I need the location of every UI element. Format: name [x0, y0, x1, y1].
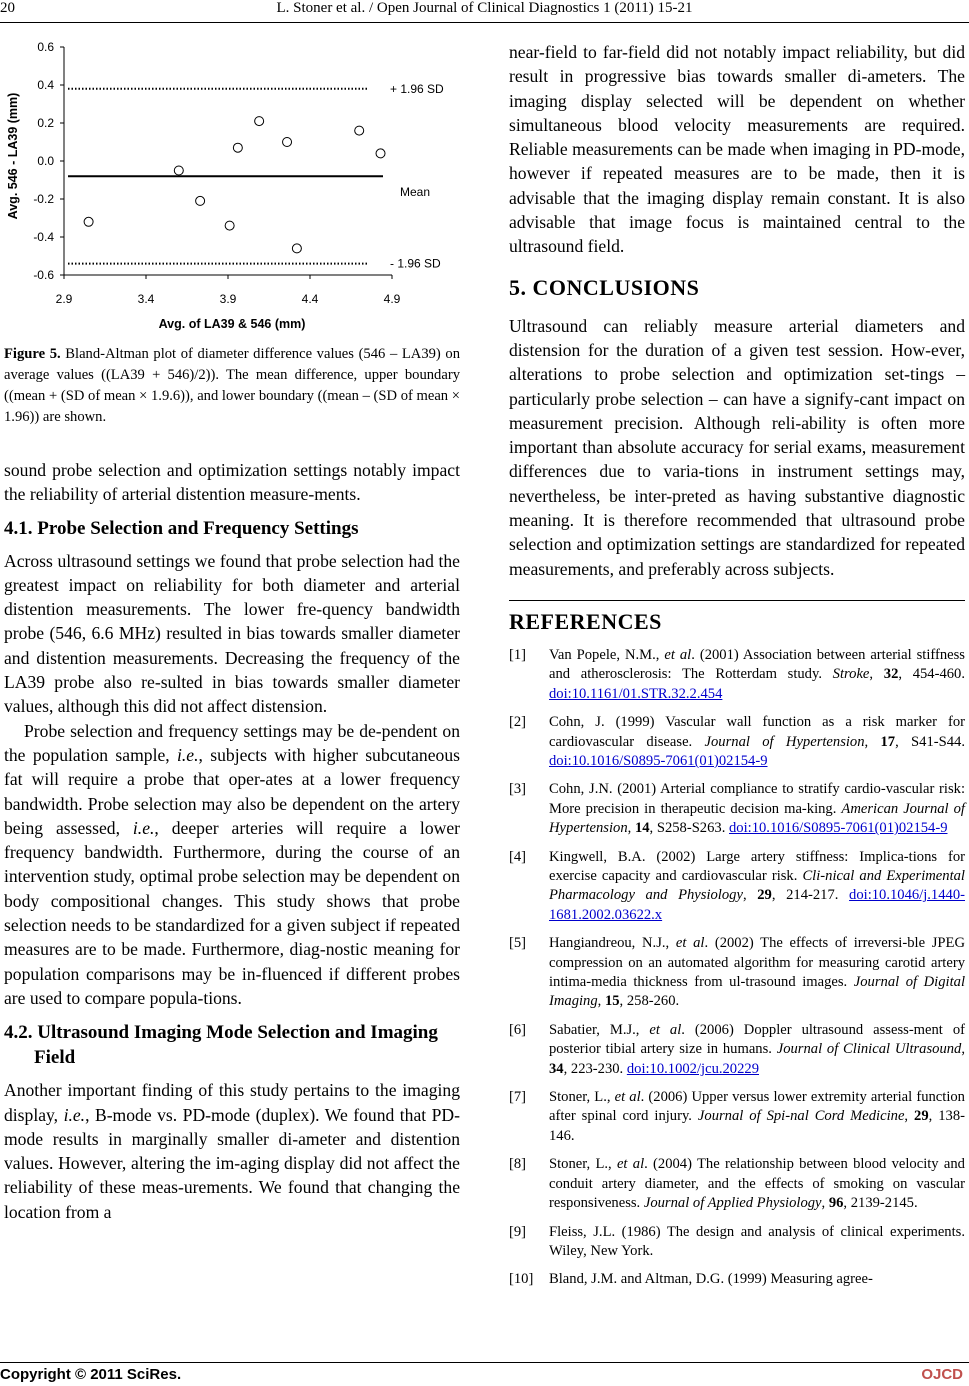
reference-number: [10]	[509, 1271, 534, 1288]
data-point	[233, 143, 242, 152]
reference-item	[509, 934, 965, 1012]
reference-text: ,	[864, 733, 881, 750]
data-point	[84, 217, 93, 226]
text-run-italic: i.e.	[63, 1104, 86, 1125]
reference-text: Bland, J.M. and Altman, D.G. (1999) Measuring agree-	[549, 1271, 873, 1288]
text-run: , deeper arteries will require a lower frequency bandwidth. Furthermore, during the course of an intervention study, optimal probe selection may be dependent on body compositional changes. This study shows that probe selection needs to be standardized for a given subject if repeated measures are to be made. Furthermore, diag-nostic meaning for population comparisons may be in-fluenced if different probes are used to compare popula-tions.	[4, 817, 460, 1008]
footer-journal-abbrev: OJCD	[921, 1366, 963, 1383]
reference-text-bold: 29	[757, 887, 772, 904]
text-run-italic: i.e.	[177, 744, 199, 765]
figure-caption	[4, 344, 460, 428]
doi-link[interactable]: doi:10.1016/S0895-7061(01)02154-9	[549, 752, 768, 769]
y-tick-label: -0.4	[33, 230, 54, 244]
reference-text: ,	[821, 1195, 829, 1212]
reference-text-bold: 14	[634, 820, 650, 837]
reference-text-italic: et al	[614, 1089, 641, 1106]
y-tick-label: 0.4	[37, 78, 54, 92]
y-tick-label: 0.2	[37, 116, 54, 130]
references-title: REFERENCES	[509, 608, 662, 634]
text-run: Another important finding of this study pertains to the imaging display,	[4, 1080, 460, 1125]
reference-text: Stoner, L.,	[549, 1156, 617, 1173]
reference-item	[509, 713, 965, 771]
reference-text-italic: American Journal of Hypertension	[549, 800, 965, 837]
reference-text-italic: et al	[616, 1156, 645, 1173]
right-column	[509, 40, 965, 1299]
reference-item	[509, 1021, 965, 1079]
reference-item	[509, 646, 965, 704]
reference-text: . (2004) The relationship between blood velocity and conduit artery diameter, and the effects of smoking on vascular responsiveness.	[549, 1156, 965, 1212]
reference-number: [3]	[509, 781, 527, 798]
reference-text: ,	[869, 666, 884, 683]
doi-link[interactable]: doi:10.1046/j.1440-1681.2002.03622.x	[549, 887, 965, 923]
text-run: Probe selection and frequency settings may be de-pendent on the population sample,	[4, 720, 460, 765]
reference-text: , 454-460.	[898, 666, 965, 683]
doi-link[interactable]: doi:10.1002/jcu.20229	[626, 1060, 759, 1077]
x-tick-label: 2.9	[55, 292, 73, 306]
text-run: , B-mode vs. PD-mode (duplex). We found that PD-mode results in marginally smaller di-ameter and distention values. However, altering the im-aging display did not affect the reliability of these meas-urements. We found that changing the location from a	[4, 1104, 460, 1222]
reference-text: Cohn, J.N. (2001) Arterial compliance to stratify cardio-vascular risk: More precision in therapeutic decision ma-king.	[549, 781, 965, 817]
x-tick-label: 4.4	[301, 292, 319, 306]
figure-5	[0, 30, 470, 338]
figure-caption-text: Bland-Altman plot of diameter difference values (546 – LA39) on average values ((LA39 + 546)/2)). The mean difference, upper boundary ((mean + (SD of mean × 1.9.6)), and lower boundary ((mean – (SD of mean × 1.96)) are shown.	[4, 346, 460, 425]
reference-text: , 258-260.	[619, 993, 680, 1010]
reference-text: Sabatier, M.J.,	[549, 1021, 650, 1038]
paragraph-5: Ultrasound can reliably measure arterial diameters and distension for the duration of a given test session. How-ever, alterations to probe selection and optimization set-tings – particularly probe selection – can have a signify-cant impact on measurement precision. Although reli-ability is often more important than absolute accuracy for serial exams, measurement differences due to varia-tions in instrument settings may, nevertheless, be inter-preted as having substantive diagnostic meaning. It is therefore recommended that ultrasound probe selection and optimization settings are standardized for repeated measurements, and preferably across subjects.	[509, 315, 965, 579]
reference-text: , S41-S44.	[895, 733, 965, 750]
reference-number: [7]	[509, 1089, 527, 1106]
reference-number: [4]	[509, 848, 527, 865]
reference-text: . (2006) Upper versus lower extremity arterial function after spinal cord injury.	[549, 1089, 965, 1125]
data-point	[174, 166, 183, 175]
section-4-2-title: 4.2. Ultrasound Imaging Mode Selection and Imaging Field	[4, 1022, 438, 1069]
reference-text: . (2001) Association between arterial stiffness and atherosclerosis: The Rotterdam study.	[549, 646, 965, 683]
reference-text: Van Popele, N.M.,	[549, 646, 665, 663]
footer-rule	[0, 1362, 969, 1363]
reference-text: Cohn, J. (1999) Vascular wall function as a risk marker for cardiovascular disease.	[549, 714, 965, 750]
figure-caption-block	[4, 344, 460, 428]
reference-text-italic: et al	[664, 646, 692, 663]
reference-item	[509, 1155, 965, 1213]
footer-copyright: Copyright © 2011 SciRes.	[0, 1366, 182, 1383]
figure-label: Figure 5.	[4, 346, 61, 362]
reference-text-italic: Stroke	[832, 666, 870, 683]
text-run: , subjects with higher subcutaneous fat will require a probe that oper-ates at a lower frequency bandwidth. Probe selection may also be dependent on the artery being assessed,	[4, 744, 460, 838]
header-rule	[0, 22, 969, 23]
data-point	[255, 117, 264, 126]
reference-text-italic: Journal of Digital Imaging	[549, 974, 965, 1010]
x-axis-label: Avg. of LA39 & 546 (mm)	[158, 317, 306, 331]
reference-item	[509, 1088, 965, 1146]
data-point	[376, 149, 385, 158]
data-point	[283, 138, 292, 147]
reference-text-italic: et al	[649, 1021, 682, 1038]
reference-text-bold: 34	[549, 1060, 564, 1077]
doi-link[interactable]: doi:10.1016/S0895-7061(01)02154-9	[729, 820, 948, 837]
reference-number: [1]	[509, 646, 527, 663]
reference-text-italic: Journal of Applied Physiology	[643, 1195, 822, 1212]
reference-text: , 2139-2145.	[843, 1195, 918, 1212]
reference-text: Stoner, L.,	[549, 1089, 615, 1106]
reference-text: , 138-146.	[549, 1108, 965, 1144]
x-tick-label: 3.9	[219, 292, 237, 306]
doi-link[interactable]: doi:10.1161/01.STR.32.2.454	[549, 685, 723, 702]
paragraph-4-2	[4, 1078, 460, 1224]
reference-text: ,	[742, 887, 758, 904]
reference-text: Hangiandreou, N.J.,	[549, 935, 676, 952]
reference-text-bold: 96	[828, 1195, 844, 1212]
page-number: 20	[0, 0, 15, 16]
reference-text-italic: Journal of Spi-nal Cord Medicine	[697, 1108, 905, 1125]
paragraph-4-1-b	[4, 719, 460, 1011]
reference-text: , S258-S263.	[649, 820, 729, 837]
section-5-title: 5. CONCLUSIONS	[509, 274, 700, 300]
y-tick-label: 0.6	[37, 40, 54, 54]
reference-text-bold: 29	[914, 1108, 929, 1125]
reference-number: [9]	[509, 1223, 527, 1240]
reference-text-italic: Journal of Hypertension	[704, 733, 865, 750]
reference-text: , 223-230.	[563, 1060, 627, 1077]
reference-line-label: Mean	[400, 185, 431, 200]
data-point	[225, 221, 234, 230]
paragraph-continued-right: near-field to far-field did not notably impact reliability, but did result in progressive bias towards smaller di-ameters. The imaging display selected will be dependent on whether simultaneous blood velocity measurements are required. Reliable measurements can be made when imaging in PD-mode, however if repeated measures are to be made, then it is advisable that the imaging display remain constant. It is also advisable that image focus is maintained central to the ultrasound field.	[509, 42, 965, 257]
reference-text-bold: 15	[604, 993, 620, 1010]
reference-text: ,	[961, 1041, 966, 1058]
section-4-1-title: 4.1. Probe Selection and Frequency Settings	[4, 517, 359, 539]
reference-text: Fleiss, J.L. (1986) The design and analysis of clinical experiments. Wiley, New York.	[549, 1223, 965, 1259]
reference-item	[509, 780, 965, 838]
paragraph-continued: sound probe selection and optimization settings notably impact the reliability of arterial distention measure-ments.	[4, 460, 460, 505]
y-tick-label: 0.0	[37, 154, 54, 168]
y-axis-label: Avg. 546 - LA39 (mm)	[6, 92, 20, 220]
reference-item	[509, 1223, 965, 1262]
reference-line-label: + 1.96 SD	[390, 81, 444, 96]
reference-item	[509, 1270, 965, 1289]
reference-text-italic: et al	[675, 935, 705, 952]
x-tick-label: 4.9	[383, 292, 401, 306]
reference-text-italic: Cli-nical and Experimental Pharmacology and Physiology	[549, 868, 965, 904]
data-point	[196, 196, 205, 205]
reference-text-bold: 17	[880, 733, 896, 750]
reference-text: ,	[597, 993, 605, 1010]
x-tick-label: 3.4	[137, 292, 155, 306]
reference-text: . (2006) Doppler ultrasound assess-ment of posterior tibial artery size in humans.	[549, 1021, 965, 1058]
paragraph-4-1-a: Across ultrasound settings we found that probe selection had the greatest impact on reliability for both diameter and arterial distention measurements. The lower fre-quency bandwidth probe (546, 6.6 MHz) resulted in bias towards smaller diameter and distention measurements. Decreasing the frequency of the LA39 probe also re-sulted in bias towards smaller diameter values, although this did not affect distension.	[4, 550, 460, 717]
running-title: L. Stoner et al. / Open Journal of Clinical Diagnostics 1 (2011) 15-21	[276, 0, 693, 16]
reference-number: [5]	[509, 935, 527, 952]
y-tick-label: -0.2	[33, 192, 54, 206]
references-list	[509, 646, 965, 1290]
reference-text: ,	[627, 820, 635, 837]
text-run-italic: i.e.	[132, 817, 155, 838]
reference-line-label: - 1.96 SD	[390, 256, 441, 271]
reference-text: Kingwell, B.A. (2002) Large artery stiffness: Implica-tions for exercise capacity and cardiovascular risk.	[549, 848, 965, 884]
data-point	[292, 244, 301, 253]
reference-number: [2]	[509, 714, 527, 731]
reference-number: [6]	[509, 1021, 527, 1038]
references-rule	[509, 600, 965, 601]
left-column	[4, 458, 460, 1224]
y-tick-label: -0.6	[33, 268, 54, 282]
reference-number: [8]	[509, 1156, 527, 1173]
reference-item	[509, 848, 965, 926]
reference-text: , 214-217.	[771, 887, 850, 904]
reference-text-italic: Journal of Clinical Ultrasound	[776, 1041, 962, 1058]
bland-altman-chart	[0, 30, 470, 338]
reference-text: . (2002) The effects of irreversi-ble JPEG compression on an automated algorithm for measuring carotid artery intima-media thickness from ul-trasound images.	[549, 935, 965, 991]
data-point	[355, 126, 364, 135]
reference-text: ,	[904, 1108, 915, 1125]
reference-text-bold: 32	[883, 666, 899, 683]
